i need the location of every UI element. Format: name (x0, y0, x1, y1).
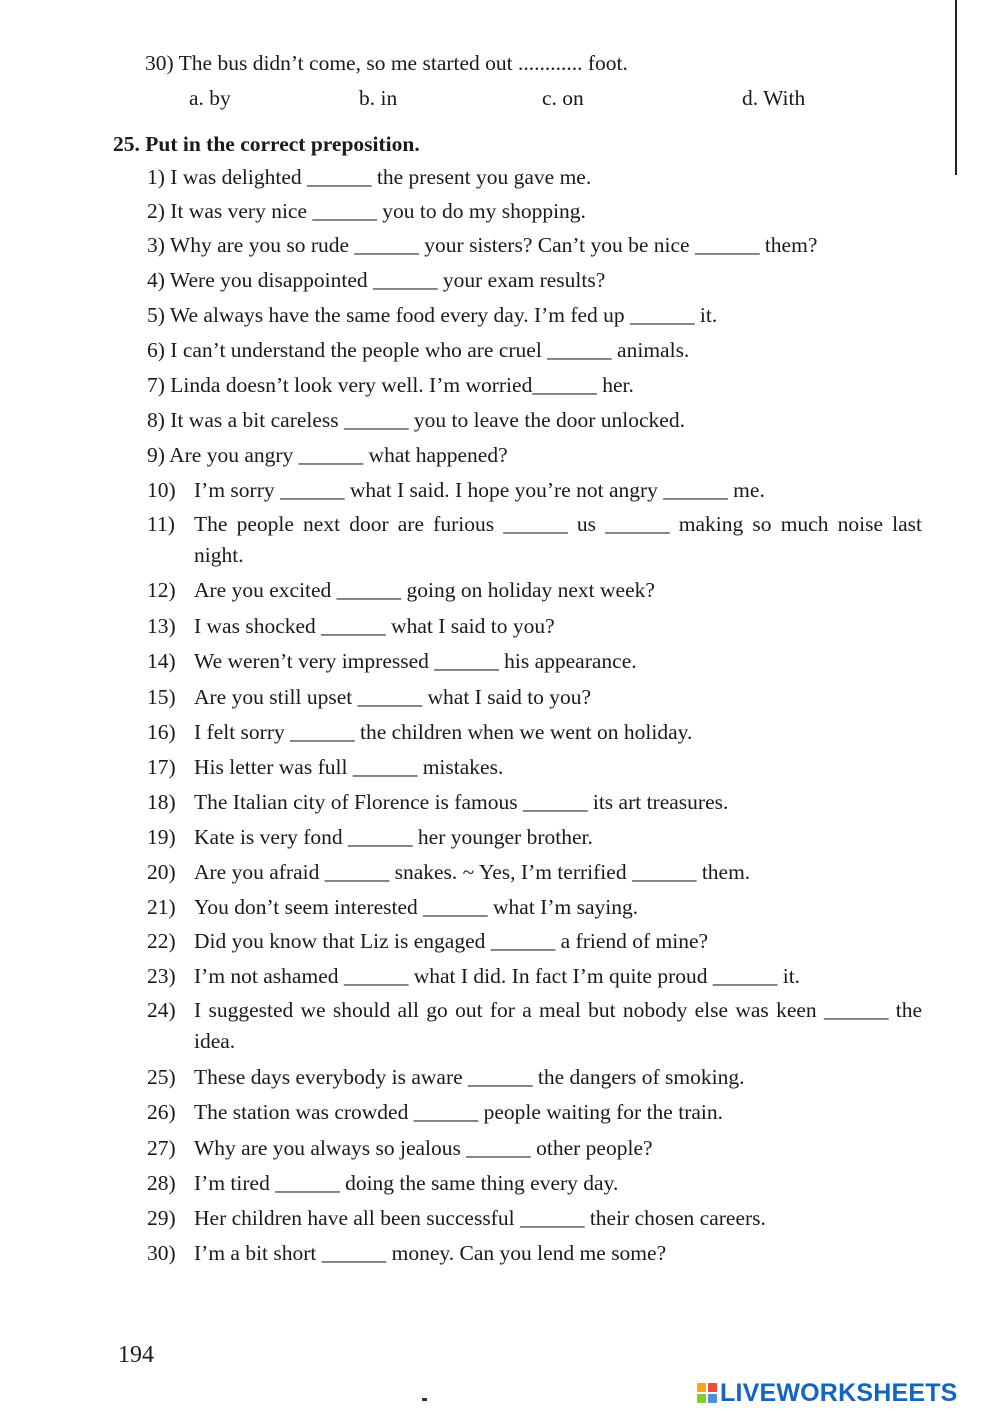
item-text: I was delighted ______ the present you gave me. (170, 165, 592, 189)
option-a: a. by (189, 86, 231, 110)
item-number: 1) (147, 165, 165, 189)
list-item (147, 1173, 618, 1195)
list-item (147, 792, 728, 814)
item-text: It was a bit careless ______ you to leave the door unlocked. (170, 408, 685, 432)
item-text: I suggested we should all go out for a meal but nobody else was keen ______ the idea. (194, 998, 922, 1053)
item-text: Are you angry ______ what happened? (169, 443, 508, 467)
option-c: c. on (542, 86, 584, 110)
item-text: The people next door are furious ______ us ______ making so much noise last night. (194, 512, 922, 567)
list-item (147, 1102, 723, 1124)
item-number: 17) (147, 755, 176, 779)
item-text: Why are you so rude ______ your sisters? Can’t you be nice ______ them? (169, 233, 818, 257)
list-item (147, 616, 555, 638)
item-number: 19) (147, 825, 176, 849)
item-number: 18) (147, 790, 176, 814)
list-item (147, 1243, 666, 1265)
item-number: 13) (147, 614, 176, 638)
item-number: 7) (147, 373, 165, 397)
item-text: We always have the same food every day. I’m fed up ______ it. (169, 303, 718, 327)
liveworksheets-watermark (697, 1378, 993, 1408)
item-text: I’m sorry ______ what I said. I hope you’re not angry ______ me. (194, 478, 765, 502)
item-number: 20) (147, 860, 176, 884)
list-item (147, 1067, 745, 1089)
list-item (147, 897, 638, 919)
page-number: 194 (118, 1342, 154, 1368)
item-text: Her children have all been successful ______ their chosen careers. (194, 1206, 766, 1230)
item-text: It was very nice ______ you to do my shopping. (170, 199, 586, 223)
item-text: I’m tired ______ doing the same thing every day. (194, 1171, 619, 1195)
liveworksheets-logo-icon (697, 1383, 717, 1403)
list-item (147, 445, 508, 467)
item-text: We weren’t very impressed ______ his appearance. (194, 649, 637, 673)
scan-mark (422, 1398, 427, 1401)
item-text: Did you know that Liz is engaged ______ a friend of mine? (194, 929, 709, 953)
item-text: Are you excited ______ going on holiday next week? (194, 578, 655, 602)
item-number: 21) (147, 895, 176, 919)
item-number: 4) (147, 268, 165, 292)
list-item (147, 995, 922, 1057)
list-item (147, 827, 593, 849)
item-text: These days everybody is aware ______ the dangers of smoking. (194, 1065, 745, 1089)
list-item (147, 375, 634, 397)
item-number: 25) (147, 1065, 176, 1089)
list-item (147, 340, 689, 362)
item-number: 24) (147, 998, 176, 1022)
item-text: Are you still upset ______ what I said to you? (194, 685, 592, 709)
item-number: 29) (147, 1206, 176, 1230)
item-number: 5) (147, 303, 165, 327)
list-item (147, 931, 708, 953)
item-text: I felt sorry ______ the children when we went on holiday. (194, 720, 693, 744)
item-text: Kate is very fond ______ her younger brother. (194, 825, 593, 849)
item-number: 11) (147, 512, 175, 536)
item-text: I can’t understand the people who are cruel ______ animals. (170, 338, 690, 362)
item-number: 2) (147, 199, 165, 223)
list-item (147, 862, 750, 884)
item-number: 3) (147, 233, 165, 257)
list-item (147, 167, 591, 189)
item-number: 22) (147, 929, 176, 953)
list-item (147, 270, 605, 292)
list-item (147, 651, 637, 673)
item-text: Linda doesn’t look very well. I’m worried______ her. (170, 373, 634, 397)
item-text: I’m not ashamed ______ what I did. In fact I’m quite proud ______ it. (194, 964, 801, 988)
list-item (147, 580, 655, 602)
item-number: 14) (147, 649, 176, 673)
item-text: His letter was full ______ mistakes. (194, 755, 504, 779)
item-text: You don’t seem interested ______ what I’m saying. (194, 895, 639, 919)
list-item (147, 509, 922, 571)
item-text: The station was crowded ______ people waiting for the train. (194, 1100, 723, 1124)
section-heading: 25. Put in the correct preposition. (113, 132, 420, 156)
list-item (147, 1208, 766, 1230)
list-item (147, 235, 817, 257)
item-number: 27) (147, 1136, 176, 1160)
list-item (147, 305, 717, 327)
option-b: b. in (359, 86, 398, 110)
item-number: 15) (147, 685, 176, 709)
list-item (147, 480, 765, 502)
list-item (147, 966, 800, 988)
list-item (147, 687, 591, 709)
item-number: 12) (147, 578, 176, 602)
watermark-text: LIVEWORKSHEETS (720, 1378, 958, 1407)
list-item (147, 410, 685, 432)
item-number: 9) (147, 443, 165, 467)
list-item (147, 722, 692, 744)
list-item (147, 757, 503, 779)
item-number: 26) (147, 1100, 176, 1124)
item-number: 28) (147, 1171, 176, 1195)
item-text: Why are you always so jealous ______ other people? (194, 1136, 653, 1160)
item-text: Were you disappointed ______ your exam results? (169, 268, 606, 292)
item-text: The Italian city of Florence is famous ______ its art treasures. (194, 790, 729, 814)
item-text: I’m a bit short ______ money. Can you lend me some? (194, 1241, 667, 1265)
item-text: I was shocked ______ what I said to you? (194, 614, 555, 638)
page-edge-line (955, 0, 957, 175)
item-number: 30) (147, 1241, 176, 1265)
list-item (147, 1138, 653, 1160)
item-number: 8) (147, 408, 165, 432)
option-d: d. With (742, 86, 806, 110)
item-number: 16) (147, 720, 176, 744)
item-number: 23) (147, 964, 176, 988)
question-30-text: 30) The bus didn’t come, so me started out ............ foot. (145, 51, 628, 75)
list-item (147, 201, 586, 223)
item-number: 10) (147, 478, 176, 502)
item-number: 6) (147, 338, 165, 362)
item-text: Are you afraid ______ snakes. ~ Yes, I’m terrified ______ them. (194, 860, 751, 884)
